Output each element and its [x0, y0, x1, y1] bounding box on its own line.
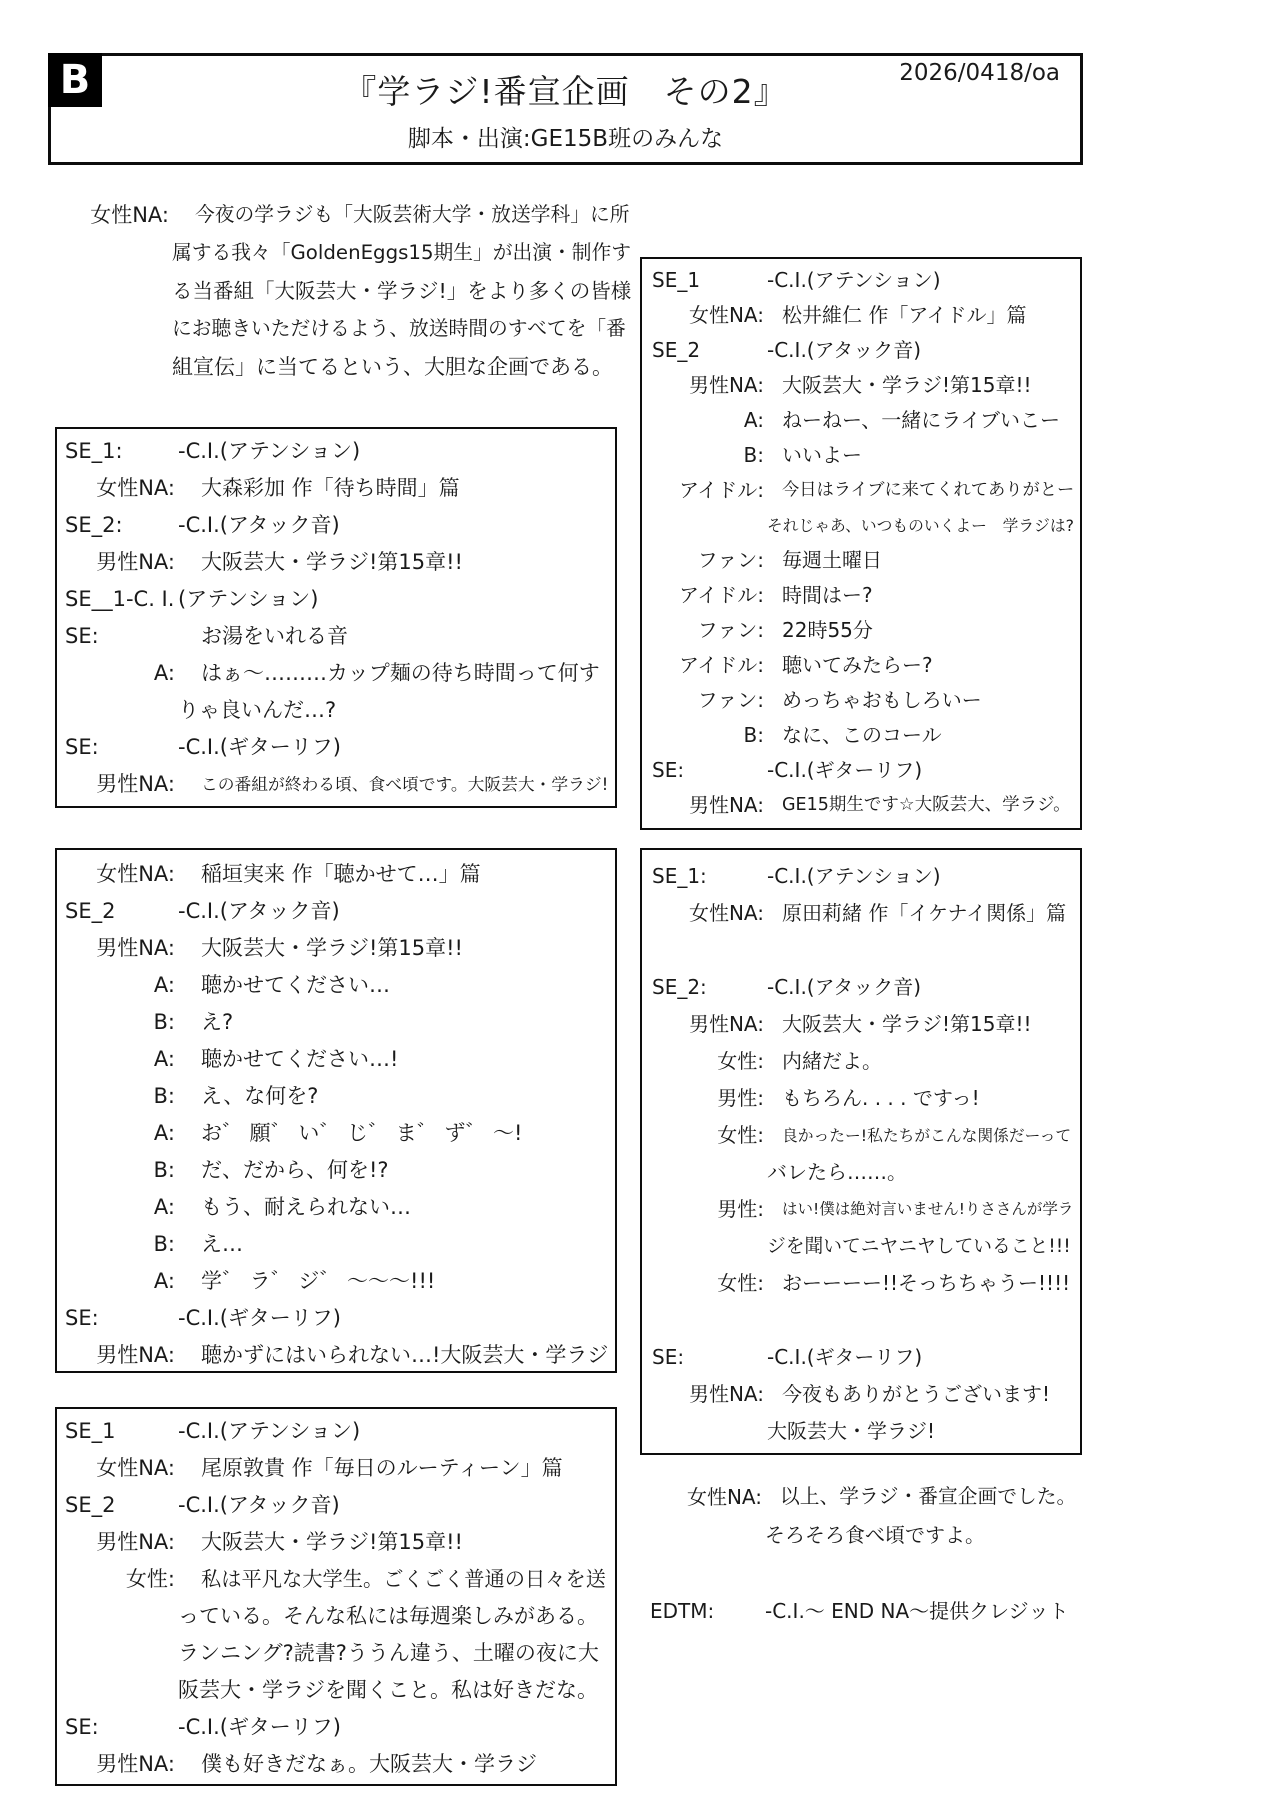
line-label: SE_2 [65, 899, 116, 923]
line-text: 稲垣実来 作「聴かせて…」篇 [201, 862, 481, 886]
script-line [65, 581, 609, 618]
script-line [652, 1376, 1074, 1413]
line-text: -C.I.(アタック音) [767, 338, 922, 362]
line-label [652, 1154, 764, 1191]
script-line [652, 508, 1074, 543]
script-line [65, 1672, 609, 1709]
script-line [652, 895, 1074, 932]
script-line [652, 1265, 1074, 1302]
line-label: SE_1 [65, 1419, 116, 1443]
line-text: にお聴きいただけるよう、放送時間のすべてを「番 [172, 317, 626, 340]
line-text: めっちゃおもしろいー [782, 688, 982, 712]
line-label: 男性NA: [96, 936, 175, 960]
line-text: 聴かせてください… [201, 973, 390, 997]
line-label: 女性: [717, 1123, 764, 1147]
line-label: SE_2: [652, 975, 707, 999]
line-text: 私は平凡な大学生。ごくごく普通の日々を送 [201, 1567, 607, 1591]
line-text [764, 1302, 1074, 1339]
line-text: 毎週土曜日 [782, 548, 882, 572]
script-line [650, 1478, 1076, 1516]
line-label: A: [153, 1269, 175, 1293]
page-subtitle: 脚本・出演:GE15B班のみんな [407, 126, 724, 152]
line-text: 良かったー!私たちがこんな関係だーって [782, 1126, 1072, 1145]
line-label: ファン: [697, 688, 764, 712]
line-text: GE15期生です☆大阪芸大、学ラジ。 [782, 795, 1071, 815]
line-label: B: [153, 1084, 175, 1108]
line-text: 大阪芸大・学ラジ!第15章!! [201, 1530, 463, 1554]
line-text: なに、このコール [782, 723, 942, 747]
line-label: 男性: [717, 1086, 764, 1110]
script-box-kikasete [55, 848, 617, 1373]
line-text: お゛ 願゛ い゛ じ゛ ま゛ ず゛ 〜! [201, 1121, 523, 1145]
line-text: -C.I.(ギターリフ) [767, 1345, 923, 1369]
line-text: -C.I.(アタック音) [767, 975, 922, 999]
script-line [65, 433, 609, 470]
line-label: アイドル: [679, 478, 764, 502]
intro-narration [55, 196, 635, 386]
line-label [65, 310, 169, 348]
script-line [65, 766, 609, 803]
line-label: 女性NA: [96, 476, 175, 500]
line-text: それじゃあ、いつものいくよー 学ラジは? [767, 516, 1074, 535]
script-line [652, 438, 1074, 473]
script-line [65, 507, 609, 544]
script-line [65, 1337, 609, 1374]
script-line [652, 1228, 1074, 1265]
script-line [65, 470, 609, 507]
line-label: A: [153, 1195, 175, 1219]
line-text: はい!僕は絶対言いません!りささんが学ラ [782, 1200, 1074, 1218]
script-line [65, 1078, 609, 1115]
line-label: 男性NA: [688, 1382, 764, 1406]
script-line [65, 856, 609, 893]
script-line [652, 613, 1074, 648]
line-text: 内緒だよ。 [782, 1049, 882, 1073]
line-label [65, 692, 175, 729]
script-line [65, 1413, 609, 1450]
line-text: この番組が終わる頃、食べ頃です。大阪芸大・学ラジ! [201, 774, 609, 794]
script-line [65, 1487, 609, 1524]
line-text: 大阪芸大・学ラジ!第15章!! [782, 1012, 1032, 1036]
line-text: -C.I.(アタック音) [178, 1493, 340, 1517]
script-line [65, 348, 631, 386]
script-line [652, 1339, 1074, 1376]
script-line [65, 729, 609, 766]
line-label: 女性: [717, 1271, 764, 1295]
script-box-ikenai-kankei [640, 848, 1082, 1455]
line-label: 男性NA: [96, 1343, 175, 1367]
script-line [65, 1263, 609, 1300]
line-text: 学゛ ラ゛ ジ゛ 〜〜〜!!! [201, 1269, 436, 1293]
line-label: 女性NA: [90, 203, 169, 227]
line-label: SE_2 [65, 1493, 116, 1517]
line-label: 男性NA: [688, 1012, 764, 1036]
line-text: -C.I.(アテンション) [767, 864, 941, 888]
line-text: 以上、学ラジ・番宣企画でした。 [780, 1485, 1076, 1508]
script-line [65, 1115, 609, 1152]
line-text: 阪芸大・学ラジを聞くこと。私は好きだな。 [178, 1678, 598, 1702]
line-label: 女性NA: [688, 303, 764, 327]
script-line [652, 543, 1074, 578]
script-line [652, 1154, 1074, 1191]
line-text: 時間はー? [782, 583, 873, 607]
line-label: 女性NA: [686, 1485, 762, 1509]
line-text: 原田莉緒 作「イケナイ関係」篇 [782, 901, 1067, 925]
line-label [650, 1516, 762, 1554]
line-text: 尾原敦貴 作「毎日のルーティーン」篇 [201, 1456, 563, 1480]
line-text: ジを聞いてニヤニヤしていること!!! [767, 1236, 1071, 1257]
script-line [65, 967, 609, 1004]
line-label: ファン: [697, 618, 764, 642]
script-line [650, 1554, 1076, 1592]
line-label: B: [153, 1232, 175, 1256]
line-label [650, 1554, 762, 1592]
script-line [652, 788, 1074, 823]
line-label [65, 1672, 175, 1709]
script-line [652, 333, 1074, 368]
line-label: 男性NA: [96, 550, 175, 574]
line-text: 大森彩加 作「待ち時間」篇 [201, 476, 460, 500]
line-label: 女性: [125, 1567, 175, 1591]
line-label: B: [743, 723, 764, 747]
script-line [65, 1041, 609, 1078]
line-label: EDTM: [650, 1599, 715, 1623]
script-line [65, 1189, 609, 1226]
line-text: 大阪芸大・学ラジ! [767, 1419, 936, 1443]
line-label: SE: [65, 624, 99, 648]
script-line [652, 403, 1074, 438]
line-text: 松井維仁 作「アイドル」篇 [782, 303, 1027, 327]
header [48, 53, 1083, 165]
line-label: B: [743, 443, 764, 467]
script-line [65, 1524, 609, 1561]
line-text: -C.I.(アタック音) [178, 513, 340, 537]
script-line [65, 1635, 609, 1672]
script-line [65, 310, 631, 348]
line-text: る当番組「大阪芸大・学ラジ!」をより多くの皆様 [172, 279, 631, 303]
script-line [65, 1300, 609, 1337]
script-line [65, 1450, 609, 1487]
line-label: SE_1: [65, 439, 123, 463]
line-text: 聴かずにはいられない…!大阪芸大・学ラジ [201, 1343, 609, 1367]
line-text: 大阪芸大・学ラジ!第15章!! [201, 936, 463, 960]
line-label [65, 234, 169, 272]
script-line [65, 1746, 609, 1783]
script-line [652, 578, 1074, 613]
line-text: 今日はライブに来てくれてありがとー [782, 480, 1074, 500]
line-text: 今夜の学ラジも「大阪芸術大学・放送学科」に所 [195, 203, 630, 226]
line-label [65, 348, 169, 386]
script-line [65, 196, 631, 234]
line-text: そろそろ食べ頃ですよ。 [765, 1523, 985, 1547]
line-label [652, 1228, 764, 1265]
line-text [762, 1554, 1076, 1592]
script-line [652, 1413, 1074, 1450]
line-label: B: [153, 1158, 175, 1182]
line-text: 組宣伝」に当てるという、大胆な企画である。 [172, 355, 613, 379]
line-label [652, 932, 764, 969]
script-line [652, 969, 1074, 1006]
script-line [65, 893, 609, 930]
line-text: 大阪芸大・学ラジ!第15章!! [782, 373, 1032, 397]
line-label: 男性NA: [688, 793, 764, 817]
script-line [65, 1004, 609, 1041]
line-text: -C.I.(ギターリフ) [178, 1715, 341, 1739]
script-line [65, 655, 609, 692]
line-text: え… [201, 1232, 243, 1256]
script-line [65, 234, 631, 272]
line-text: 僕も好きだなぁ。大阪芸大・学ラジ [201, 1752, 537, 1776]
line-text: -C.I.(アテンション) [178, 1419, 361, 1443]
line-text: -C.I.〜 END NA〜提供クレジット [765, 1599, 1069, 1623]
line-label: 男性: [717, 1197, 764, 1221]
script-line [652, 473, 1074, 508]
line-text: 属する我々「GoldenEggs15期生」が出演・制作す [172, 241, 631, 264]
script-line [65, 930, 609, 967]
script-line [652, 718, 1074, 753]
line-text: 聴いてみたらー? [782, 653, 933, 677]
line-text: え、な何を? [201, 1084, 319, 1108]
script-line [65, 618, 609, 655]
script-line [652, 683, 1074, 718]
line-text: いいよー [782, 443, 862, 467]
script-line [652, 263, 1074, 298]
line-label: 男性NA: [96, 1752, 175, 1776]
script-line [652, 1117, 1074, 1154]
script-line [65, 272, 631, 310]
script-line [65, 1561, 609, 1598]
script-box-routine [55, 1407, 617, 1786]
line-text: だ、だから、何を!? [201, 1158, 389, 1182]
line-label: SE_2: [65, 513, 123, 537]
line-label: SE_1 [652, 268, 701, 292]
line-label: A: [153, 973, 175, 997]
line-label: SE: [652, 1345, 685, 1369]
script-line [652, 753, 1074, 788]
script-line [65, 1152, 609, 1189]
line-text: おーーーー!!そっちちゃうー!!!! [782, 1271, 1071, 1295]
line-text: ねーねー、一緒にライブいこー [782, 408, 1060, 432]
line-label: 女性: [717, 1049, 764, 1073]
page-title: 『学ラジ!番宣企画 その2』 [343, 72, 788, 111]
line-text: ランニング?読書?ううん違う、土曜の夜に大 [178, 1641, 599, 1665]
line-text: はぁ〜………カップ麺の待ち時間って何す [201, 661, 600, 685]
script-line [650, 1516, 1076, 1554]
line-label [65, 272, 169, 310]
script-line [652, 368, 1074, 403]
line-text: りゃ良いんだ…? [178, 698, 337, 722]
line-text: -C.I.(ギターリフ) [767, 758, 923, 782]
line-label: A: [743, 408, 764, 432]
line-label: アイドル: [679, 653, 764, 677]
script-line [652, 932, 1074, 969]
line-text: っている。そんな私には毎週楽しみがある。 [178, 1604, 598, 1628]
line-label: B: [153, 1010, 175, 1034]
script-box-machijikan [55, 427, 617, 808]
line-label: 女性NA: [96, 862, 175, 886]
line-label: ファン: [697, 548, 764, 572]
script-line [65, 1709, 609, 1746]
line-text: 今夜もありがとうございます! [782, 1382, 1051, 1406]
line-label [652, 508, 764, 543]
script-line [652, 1043, 1074, 1080]
line-label: A: [153, 661, 175, 685]
script-line [652, 648, 1074, 683]
line-text: 聴かせてください…! [201, 1047, 399, 1071]
line-label: 男性NA: [96, 1530, 175, 1554]
air-date: 2026/0418/oa [899, 60, 1060, 86]
script-line [65, 1226, 609, 1263]
line-text: もちろん. . . . ですっ! [782, 1086, 980, 1110]
line-label: 女性NA: [688, 901, 764, 925]
script-line [652, 1191, 1074, 1228]
line-label [652, 1302, 764, 1339]
script-line [650, 1592, 1076, 1630]
line-label: 男性NA: [96, 772, 175, 796]
line-label: SE: [65, 1715, 99, 1739]
line-label: SE_1: [652, 864, 707, 888]
line-text [764, 932, 1074, 969]
line-label: 女性NA: [96, 1456, 175, 1480]
line-label: SE_2 [652, 338, 701, 362]
line-text: もう、耐えられない… [201, 1195, 411, 1219]
line-text: 22時55分 [782, 618, 873, 642]
script-line [652, 298, 1074, 333]
script-line [65, 544, 609, 581]
script-line [65, 692, 609, 729]
line-text: え? [201, 1010, 234, 1034]
line-label: SE: [65, 1306, 99, 1330]
line-text: (アテンション) [178, 587, 319, 611]
line-label: SE__1-C. I. [65, 587, 175, 611]
class-badge: B [48, 53, 102, 107]
script-box-idol [640, 257, 1082, 830]
line-text: -C.I.(ギターリフ) [178, 735, 341, 759]
line-text: 大阪芸大・学ラジ!第15章!! [201, 550, 463, 574]
line-text: バレたら……。 [767, 1160, 907, 1184]
line-label: A: [153, 1047, 175, 1071]
script-line [652, 858, 1074, 895]
line-text: お湯をいれる音 [201, 624, 348, 648]
script-line [652, 1080, 1074, 1117]
line-label [652, 1413, 764, 1450]
line-label: アイドル: [679, 583, 764, 607]
outro-narration [640, 1478, 1082, 1630]
line-label: A: [153, 1121, 175, 1145]
line-label: SE: [652, 758, 685, 782]
script-line [65, 1598, 609, 1635]
line-text: -C.I.(アテンション) [767, 268, 941, 292]
line-label [65, 1635, 175, 1672]
script-line [652, 1302, 1074, 1339]
line-label [65, 1598, 175, 1635]
line-text: -C.I.(ギターリフ) [178, 1306, 341, 1330]
line-label: 男性NA: [688, 373, 764, 397]
script-line [652, 1006, 1074, 1043]
line-text: -C.I.(アタック音) [178, 899, 340, 923]
line-text: -C.I.(アテンション) [178, 439, 361, 463]
line-label: SE: [65, 735, 99, 759]
